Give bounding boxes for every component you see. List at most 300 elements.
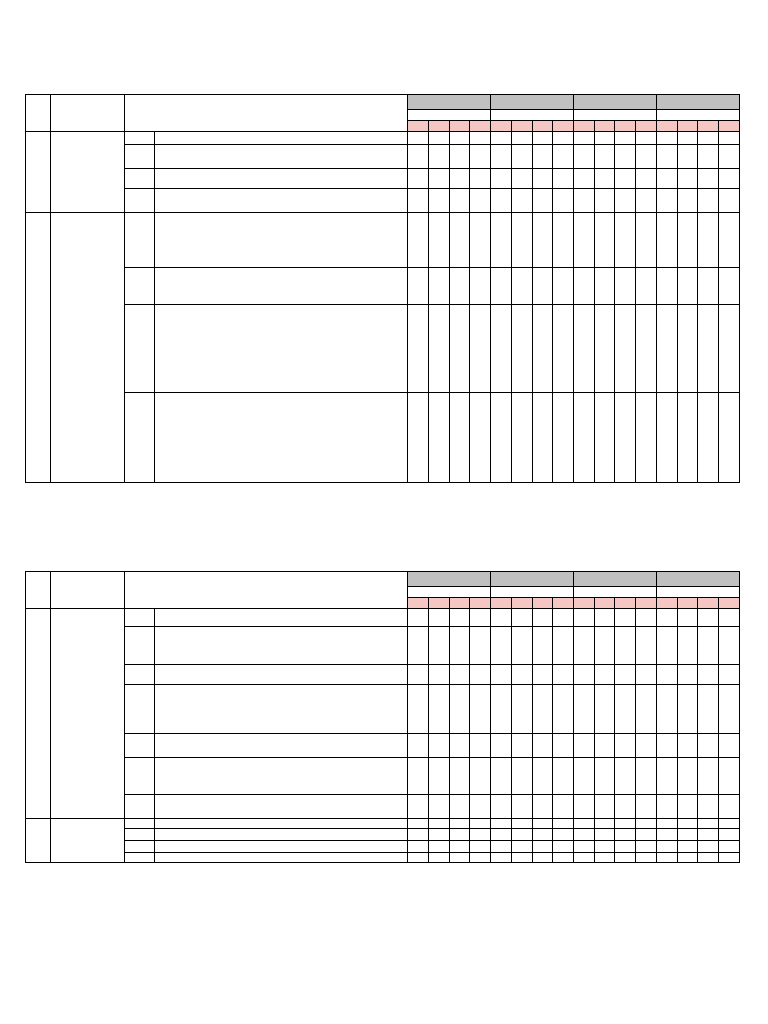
check-mark [408,609,429,627]
check-cell [511,758,532,795]
check-cell [553,393,574,483]
header-muatan [51,95,125,132]
check-cell [511,665,532,685]
check-cell [470,169,491,189]
subtema-number [491,121,512,132]
kd-description [155,393,408,483]
check-cell [636,734,657,758]
check-cell [470,734,491,758]
check-cell [677,393,698,483]
check-cell [428,189,449,213]
subtema-number [491,598,512,609]
subtema-number [698,121,719,132]
check-cell [615,841,636,853]
check-cell [636,189,657,213]
check-cell [428,795,449,819]
kd-row [26,829,740,841]
check-mark [511,189,532,213]
check-cell [698,853,719,863]
check-cell [470,609,491,627]
check-cell [615,665,636,685]
check-cell [719,609,740,627]
check-cell [428,853,449,863]
tema-header [656,572,739,587]
check-cell [408,734,429,758]
check-cell [574,268,595,305]
check-cell [553,841,574,853]
check-cell [408,393,429,483]
check-mark [594,305,615,393]
subtema-header [574,587,657,598]
check-cell [677,189,698,213]
kd-row [26,268,740,305]
check-mark [428,627,449,665]
check-cell [656,853,677,863]
check-mark [449,665,470,685]
check-cell [553,169,574,189]
check-cell [594,853,615,863]
subtema-number [698,598,719,609]
check-mark [698,795,719,819]
check-cell [470,145,491,169]
check-cell [491,393,512,483]
check-cell [408,665,429,685]
check-cell [574,145,595,169]
check-cell [449,841,470,853]
kd-mapping-table-2 [25,571,740,863]
check-cell [656,169,677,189]
kd-row [26,819,740,829]
check-mark [656,268,677,305]
check-cell [656,132,677,145]
check-cell [553,819,574,829]
check-cell [574,305,595,393]
check-cell [532,609,553,627]
check-mark [428,841,449,853]
kd-row [26,609,740,627]
subtema-number [594,121,615,132]
check-cell [553,795,574,819]
check-mark [677,305,698,393]
check-cell [677,853,698,863]
kd-description [155,734,408,758]
check-mark [719,189,740,213]
check-mark [677,795,698,819]
kd-description [155,841,408,853]
check-cell [532,145,553,169]
check-cell [408,853,429,863]
check-cell [677,609,698,627]
check-cell [719,213,740,268]
check-cell [491,665,512,685]
check-mark [408,829,429,841]
kd-code [125,758,155,795]
tema-header [491,95,574,110]
check-cell [470,795,491,819]
check-cell [636,627,657,665]
check-cell [636,305,657,393]
check-mark [677,145,698,169]
check-cell [615,393,636,483]
header-no [26,572,51,609]
check-mark [491,145,512,169]
check-cell [408,819,429,829]
subtema-header [408,110,491,121]
kd-code [125,189,155,213]
check-mark [615,819,636,829]
subtema-number [532,121,553,132]
check-cell [511,393,532,483]
check-cell [698,685,719,734]
kd-description [155,268,408,305]
tema-header [656,95,739,110]
kd-row [26,627,740,665]
subtema-number [511,121,532,132]
check-cell [491,819,512,829]
check-cell [615,853,636,863]
check-cell [491,841,512,853]
check-cell [719,169,740,189]
kd-row [26,795,740,819]
check-mark [719,795,740,819]
check-cell [719,841,740,853]
check-cell [656,145,677,169]
header-muatan [51,572,125,609]
check-cell [574,758,595,795]
check-cell [615,627,636,665]
check-cell [532,665,553,685]
kd-description [155,795,408,819]
check-mark [511,841,532,853]
check-cell [449,829,470,841]
check-cell [656,758,677,795]
check-cell [677,213,698,268]
check-cell [428,132,449,145]
check-mark [615,305,636,393]
check-cell [491,189,512,213]
check-mark [594,132,615,145]
check-cell [491,132,512,145]
check-cell [428,734,449,758]
check-cell [594,609,615,627]
check-mark [511,305,532,393]
subtema-header [491,110,574,121]
subtema-number [532,598,553,609]
kd-row [26,841,740,853]
check-cell [428,213,449,268]
check-cell [656,609,677,627]
subtema-number [677,121,698,132]
check-cell [511,685,532,734]
check-cell [719,665,740,685]
check-cell [511,627,532,665]
check-cell [677,734,698,758]
subtema-number [470,598,491,609]
subtema-number [719,598,740,609]
subtema-number [574,121,595,132]
check-cell [594,189,615,213]
check-cell [656,685,677,734]
check-mark [698,819,719,829]
check-cell [511,169,532,189]
header-row [26,95,740,110]
check-cell [719,268,740,305]
check-cell [511,795,532,819]
check-mark [408,305,429,393]
check-cell [698,189,719,213]
kd-description [155,685,408,734]
kd-code [125,853,155,863]
check-cell [470,268,491,305]
subtema-number [449,121,470,132]
check-cell [574,609,595,627]
check-cell [428,819,449,829]
check-cell [491,609,512,627]
check-mark [719,853,740,863]
check-cell [698,393,719,483]
check-mark [491,305,512,393]
subtema-number [636,121,657,132]
kd-description [155,213,408,268]
check-cell [449,853,470,863]
check-mark [532,758,553,795]
check-cell [491,627,512,665]
check-mark [594,145,615,169]
check-cell [553,758,574,795]
kd-description [155,665,408,685]
check-cell [656,189,677,213]
kd-row [26,758,740,795]
subtema-number [594,598,615,609]
check-cell [574,853,595,863]
kd-code [125,213,155,268]
check-cell [511,268,532,305]
kd-row [26,145,740,169]
check-cell [449,393,470,483]
check-cell [511,819,532,829]
check-cell [636,268,657,305]
check-cell [511,132,532,145]
kd-code [125,169,155,189]
check-cell [574,685,595,734]
check-cell [594,685,615,734]
check-cell [449,734,470,758]
check-mark [428,145,449,169]
check-cell [449,685,470,734]
check-cell [532,213,553,268]
check-cell [491,853,512,863]
check-cell [511,145,532,169]
check-mark [656,829,677,841]
check-mark [615,685,636,734]
subtema-number [636,598,657,609]
kd-row [26,189,740,213]
check-cell [698,627,719,665]
check-cell [511,853,532,863]
check-cell [656,213,677,268]
check-cell [470,132,491,145]
check-cell [656,305,677,393]
kd-code [125,627,155,665]
check-cell [449,189,470,213]
check-cell [408,795,429,819]
kd-row [26,665,740,685]
check-cell [698,213,719,268]
check-mark [470,685,491,734]
check-cell [677,758,698,795]
check-mark [615,145,636,169]
check-cell [574,169,595,189]
check-cell [532,685,553,734]
check-cell [491,734,512,758]
kd-code [125,393,155,483]
kd-description [155,132,408,145]
check-cell [408,213,429,268]
check-cell [449,795,470,819]
subtema-header [656,587,739,598]
check-cell [719,627,740,665]
check-cell [594,734,615,758]
check-cell [636,393,657,483]
check-cell [615,268,636,305]
subtema-number [428,121,449,132]
check-mark [532,305,553,393]
kd-description [155,145,408,169]
check-cell [636,665,657,685]
check-cell [449,132,470,145]
check-cell [719,145,740,169]
check-cell [428,685,449,734]
check-cell [428,268,449,305]
check-cell [719,734,740,758]
kd-description [155,305,408,393]
check-mark [553,853,574,863]
check-mark [408,132,429,145]
check-cell [636,829,657,841]
check-cell [698,169,719,189]
check-cell [594,393,615,483]
check-cell [408,685,429,734]
check-cell [449,758,470,795]
check-cell [553,268,574,305]
kd-code [125,305,155,393]
check-cell [719,758,740,795]
kd-description [155,169,408,189]
check-mark [636,145,657,169]
check-mark [449,305,470,393]
check-cell [428,169,449,189]
check-cell [656,734,677,758]
check-cell [532,169,553,189]
check-cell [636,795,657,819]
check-cell [594,627,615,665]
check-cell [594,758,615,795]
subject-cell [51,609,125,819]
check-cell [470,213,491,268]
check-cell [594,268,615,305]
check-cell [532,268,553,305]
check-cell [491,169,512,189]
check-cell [656,819,677,829]
check-cell [677,169,698,189]
tema-header [574,95,657,110]
check-cell [698,841,719,853]
check-cell [719,685,740,734]
check-mark [698,145,719,169]
check-cell [449,268,470,305]
check-cell [408,627,429,665]
kd-code [125,841,155,853]
check-mark [636,685,657,734]
check-mark [553,305,574,393]
check-cell [719,819,740,829]
subject-cell [51,213,125,483]
check-cell [636,841,657,853]
check-mark [491,829,512,841]
check-cell [532,853,553,863]
kd-description [155,189,408,213]
check-cell [656,665,677,685]
check-cell [408,268,429,305]
check-mark [594,841,615,853]
check-cell [719,393,740,483]
kd-code [125,819,155,829]
check-cell [553,189,574,213]
check-cell [594,795,615,819]
check-cell [532,795,553,819]
kd-row [26,734,740,758]
check-mark [449,819,470,829]
check-cell [449,213,470,268]
check-cell [656,627,677,665]
check-cell [553,829,574,841]
check-cell [408,169,429,189]
check-mark [636,213,657,268]
check-cell [532,189,553,213]
check-cell [594,829,615,841]
check-cell [470,305,491,393]
check-cell [428,609,449,627]
check-cell [636,819,657,829]
kd-description [155,819,408,829]
check-cell [553,213,574,268]
check-mark [553,609,574,627]
check-cell [574,665,595,685]
check-cell [615,829,636,841]
check-cell [470,627,491,665]
check-cell [594,819,615,829]
check-cell [511,829,532,841]
check-cell [449,627,470,665]
check-cell [428,758,449,795]
check-cell [408,758,429,795]
subtema-number [449,598,470,609]
check-cell [615,213,636,268]
tema-header [408,95,491,110]
check-cell [698,665,719,685]
kd-code [125,734,155,758]
kd-description [155,829,408,841]
check-cell [553,627,574,665]
subtema-number [719,121,740,132]
check-cell [574,393,595,483]
kd-code [125,665,155,685]
tema-header [408,572,491,587]
check-cell [656,393,677,483]
check-cell [677,268,698,305]
check-mark [470,393,491,483]
check-mark [511,734,532,758]
